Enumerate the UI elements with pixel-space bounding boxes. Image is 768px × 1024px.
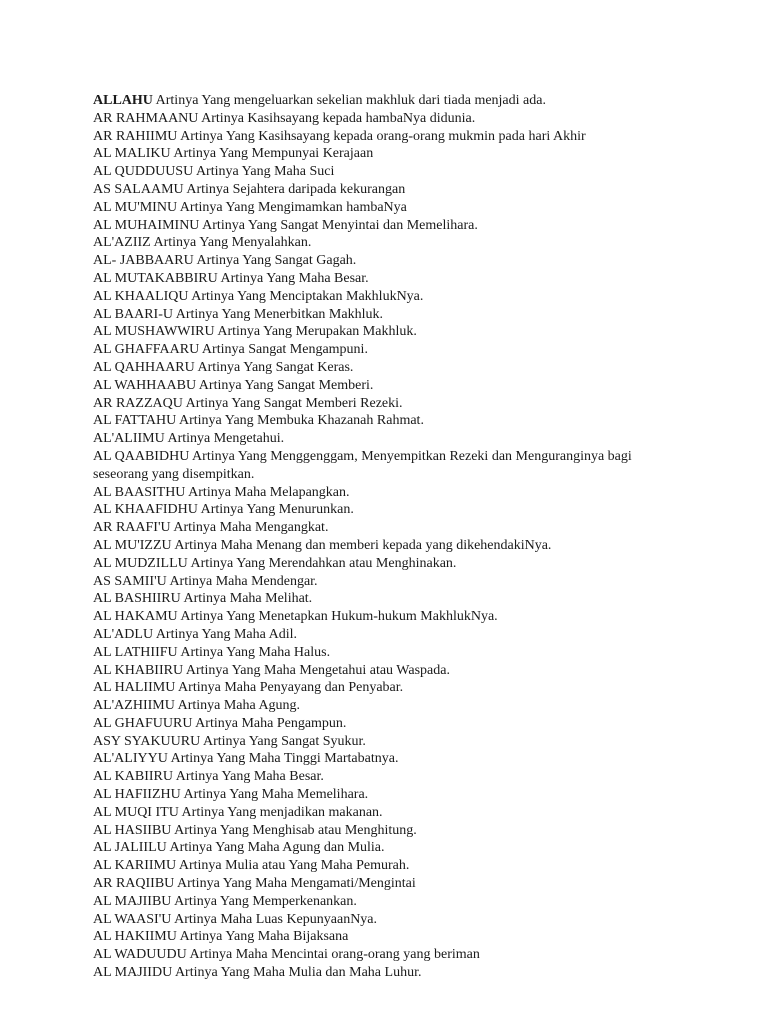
entry-name: AS SALAAMU <box>93 181 184 197</box>
entry-name: AL MAJIIBU <box>93 893 172 909</box>
entry-name: AL MUSHAWWIRU <box>93 324 215 340</box>
list-item <box>93 92 673 110</box>
asmaul-husna-list <box>93 92 673 982</box>
list-item <box>93 857 673 875</box>
entry-name: AL BASHIIRU <box>93 591 181 607</box>
entry-name: ALLAHU <box>93 93 153 108</box>
entry-name: AL HAFIIZHU <box>93 787 181 803</box>
list-item <box>93 626 673 644</box>
list-item <box>93 412 673 430</box>
list-item <box>93 928 673 946</box>
list-item <box>93 145 673 163</box>
entry-meaning: Artinya Yang Maha Tinggi Martabatnya. <box>170 751 399 767</box>
list-item <box>93 163 673 181</box>
list-item <box>93 359 673 377</box>
list-item <box>93 555 673 573</box>
list-item <box>93 697 673 715</box>
list-item <box>93 893 673 911</box>
entry-meaning: Artinya Mengetahui. <box>167 431 285 447</box>
entry-name: AL KHABIIRU <box>93 662 184 678</box>
entry-name: AL'ALIIMU <box>93 431 165 447</box>
entry-name: AL BAARI-U <box>93 306 173 322</box>
entry-meaning: Artinya Yang Maha Suci <box>195 164 335 180</box>
entry-meaning: Artinya Yang Sangat Keras. <box>197 359 354 375</box>
list-item <box>93 911 673 929</box>
entry-name: AS SAMII'U <box>93 573 167 589</box>
entry-meaning: Artinya Maha Melihat. <box>183 591 313 607</box>
list-item <box>93 430 673 448</box>
entry-meaning: Artinya Kasihsayang kepada hambaNya didunia. <box>201 110 476 126</box>
entry-name: AL MU'IZZU <box>93 537 172 553</box>
entry-meaning: Artinya Sangat Mengampuni. <box>201 342 368 358</box>
entry-meaning: Artinya Yang menjadikan makanan. <box>181 804 383 820</box>
list-item <box>93 644 673 662</box>
entry-meaning: Artinya Mulia atau Yang Maha Pemurah. <box>178 858 410 874</box>
entry-name: AL WAHHAABU <box>93 377 197 393</box>
entry-meaning: Artinya Yang Membuka Khazanah Rahmat. <box>179 413 424 429</box>
entry-meaning: Artinya Yang Menggenggam, Menyempitkan Rezeki dan Menguranginya bagi seseorang yang disempitkan. <box>93 448 632 482</box>
entry-meaning: Artinya Maha Luas KepunyaanNya. <box>174 911 378 927</box>
entry-meaning: Artinya Maha Melapangkan. <box>188 484 350 500</box>
entry-name: ASY SYAKUURU <box>93 733 201 749</box>
list-item <box>93 306 673 324</box>
entry-name: AL'ALIYYU <box>93 751 168 767</box>
entry-name: AL MUQI ITU <box>93 804 179 820</box>
list-item <box>93 288 673 306</box>
entry-meaning: Artinya Yang Maha Adil. <box>155 626 297 642</box>
entry-name: AL MUDZILLU <box>93 555 188 571</box>
entry-name: AL WADUUDU <box>93 947 187 963</box>
list-item <box>93 875 673 893</box>
entry-meaning: Artinya Yang Merendahkan atau Menghinakan. <box>190 555 457 571</box>
entry-meaning: Artinya Yang Sangat Menyintai dan Memelihara. <box>202 217 478 233</box>
entry-meaning: Artinya Yang Menurunkan. <box>200 502 354 518</box>
list-item <box>93 110 673 128</box>
entry-meaning: Artinya Yang Merupakan Makhluk. <box>217 324 417 340</box>
entry-meaning: Artinya Yang Maha Halus. <box>180 644 331 660</box>
entry-name: AR RAHMAANU <box>93 110 199 126</box>
entry-name: AR RAAFI'U <box>93 520 171 536</box>
list-item <box>93 964 673 982</box>
entry-meaning: Artinya Yang Menghisab atau Menghitung. <box>174 822 417 838</box>
list-item <box>93 323 673 341</box>
entry-name: AL GHAFFAARU <box>93 342 200 358</box>
list-item <box>93 662 673 680</box>
list-item <box>93 537 673 555</box>
list-item <box>93 590 673 608</box>
list-item <box>93 217 673 235</box>
entry-meaning: Artinya Maha Mencintai orang-orang yang beriman <box>189 947 480 963</box>
entry-name: AL KARIIMU <box>93 858 177 874</box>
list-item <box>93 679 673 697</box>
entry-name: AR RAHIIMU <box>93 128 178 144</box>
entry-meaning: Artinya Maha Mengangkat. <box>173 520 329 536</box>
entry-meaning: Artinya Yang Maha Memelihara. <box>183 787 369 803</box>
entry-name: AL FATTAHU <box>93 413 177 429</box>
list-item <box>93 750 673 768</box>
entry-meaning: Artinya Yang Sangat Gagah. <box>196 253 357 269</box>
list-item <box>93 484 673 502</box>
list-item <box>93 804 673 822</box>
entry-meaning: Artinya Sejahtera daripada kekurangan <box>186 181 406 197</box>
entry-name: AL MUTAKABBIRU <box>93 270 218 286</box>
entry-name: AL'ADLU <box>93 626 154 642</box>
entry-meaning: Artinya Maha Menang dan memberi kepada yang dikehendakiNya. <box>174 537 552 553</box>
entry-meaning: Artinya Maha Mendengar. <box>169 573 318 589</box>
entry-name: AL LATHIIFU <box>93 644 178 660</box>
list-item <box>93 733 673 751</box>
entry-name: AR RAZZAQU <box>93 395 183 411</box>
entry-meaning: Artinya Yang Sangat Syukur. <box>202 733 366 749</box>
list-item <box>93 786 673 804</box>
entry-name: AL HAKAMU <box>93 609 178 625</box>
entry-meaning: Artinya Yang Maha Besar. <box>175 769 324 785</box>
list-item <box>93 768 673 786</box>
entry-name: AL MU'MINU <box>93 199 178 215</box>
list-item <box>93 946 673 964</box>
entry-meaning: Artinya Yang mengeluarkan sekelian makhluk dari tiada menjadi ada. <box>155 93 546 108</box>
entry-name: AL GHAFUURU <box>93 715 193 731</box>
entry-name: AL QAHHAARU <box>93 359 195 375</box>
entry-name: AL KHAAFIDHU <box>93 502 198 518</box>
entry-meaning: Artinya Yang Maha Mengetahui atau Waspada. <box>185 662 450 678</box>
list-item <box>93 128 673 146</box>
entry-meaning: Artinya Yang Kasihsayang kepada orang-orang mukmin pada hari Akhir <box>180 128 586 144</box>
list-item <box>93 234 673 252</box>
list-item <box>93 181 673 199</box>
list-item <box>93 448 673 484</box>
entry-meaning: Artinya Yang Menetapkan Hukum-hukum MakhlukNya. <box>180 609 498 625</box>
entry-meaning: Artinya Yang Menciptakan MakhlukNya. <box>191 288 424 304</box>
list-item <box>93 715 673 733</box>
entry-name: AL BAASITHU <box>93 484 186 500</box>
entry-name: AR RAQIIBU <box>93 876 175 892</box>
list-item <box>93 822 673 840</box>
entry-meaning: Artinya Yang Mempunyai Kerajaan <box>173 146 374 162</box>
list-item <box>93 573 673 591</box>
entry-name: AL- JABBAARU <box>93 253 194 269</box>
entry-name: AL MALIKU <box>93 146 171 162</box>
entry-name: AL HASIIBU <box>93 822 172 838</box>
entry-name: AL MAJIIDU <box>93 965 173 981</box>
list-item <box>93 608 673 626</box>
entry-name: AL MUHAIMINU <box>93 217 200 233</box>
list-item <box>93 519 673 537</box>
list-item <box>93 377 673 395</box>
entry-name: AL WAASI'U <box>93 911 172 927</box>
list-item <box>93 341 673 359</box>
entry-meaning: Artinya Yang Sangat Memberi Rezeki. <box>185 395 403 411</box>
entry-meaning: Artinya Yang Maha Mulia dan Maha Luhur. <box>174 965 422 981</box>
list-item <box>93 501 673 519</box>
entry-meaning: Artinya Yang Menyalahkan. <box>153 235 312 251</box>
entry-meaning: Artinya Yang Memperkenankan. <box>174 893 357 909</box>
entry-name: AL KABIIRU <box>93 769 173 785</box>
entry-name: AL JALIILU <box>93 840 167 856</box>
entry-meaning: Artinya Yang Sangat Memberi. <box>198 377 374 393</box>
entry-name: AL QAABIDHU <box>93 448 190 464</box>
entry-meaning: Artinya Maha Pengampun. <box>195 715 347 731</box>
entry-meaning: Artinya Yang Maha Bijaksana <box>179 929 349 945</box>
list-item <box>93 395 673 413</box>
entry-meaning: Artinya Yang Maha Mengamati/Mengintai <box>177 876 416 892</box>
entry-meaning: Artinya Maha Agung. <box>177 698 301 714</box>
list-item <box>93 252 673 270</box>
entry-name: AL HAKIIMU <box>93 929 177 945</box>
entry-name: AL'AZIIZ <box>93 235 151 251</box>
entry-meaning: Artinya Maha Penyayang dan Penyabar. <box>178 680 404 696</box>
list-item <box>93 199 673 217</box>
entry-name: AL HALIIMU <box>93 680 176 696</box>
entry-name: AL QUDDUUSU <box>93 164 194 180</box>
entry-meaning: Artinya Yang Mengimamkan hambaNya <box>179 199 407 215</box>
list-item <box>93 839 673 857</box>
entry-meaning: Artinya Yang Maha Besar. <box>220 270 369 286</box>
entry-name: AL'AZHIIMU <box>93 698 175 714</box>
entry-name: AL KHAALIQU <box>93 288 189 304</box>
list-item <box>93 270 673 288</box>
entry-meaning: Artinya Yang Menerbitkan Makhluk. <box>175 306 383 322</box>
entry-meaning: Artinya Yang Maha Agung dan Mulia. <box>169 840 385 856</box>
